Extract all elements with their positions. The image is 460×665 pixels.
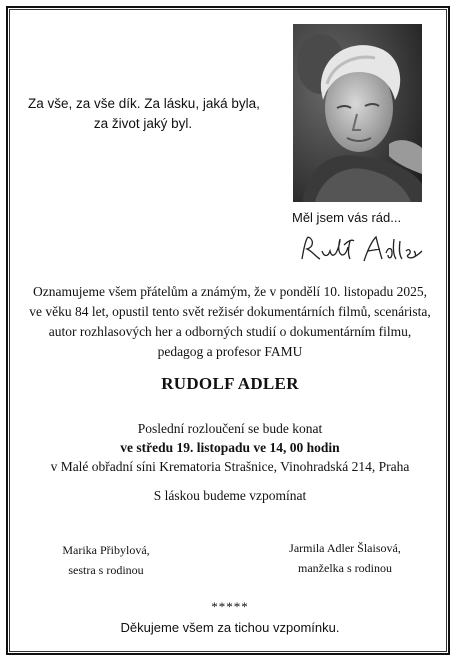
ceremony-location: v Malé obřadní síni Krematoria Strašnice, Vinohradská 214, Praha: [50, 459, 410, 474]
funeral-details: [20, 419, 440, 476]
mourner-name: Jarmila Adler Šlaisová,: [289, 541, 401, 555]
mourner-relation: sestra s rodinou: [68, 563, 144, 577]
death-announcement: [20, 282, 440, 362]
signoff-text: Měl jsem vás rád...: [292, 210, 402, 225]
handwritten-signature-icon: [298, 233, 428, 267]
portrait-photo: [293, 24, 422, 202]
deceased-name: RUDOLF ADLER: [161, 374, 299, 393]
memorial-quote: [28, 94, 258, 134]
ceremony-date-time: ve středu 19. listopadu ve 14, 00 hodin: [120, 440, 340, 455]
quote-line-1: Za vše, za vše dík. Za lásku, jaká byla,: [28, 96, 260, 111]
remembrance-text: S láskou budeme vzpomínat: [153, 488, 307, 503]
mourner-wife: [275, 538, 415, 578]
ceremony-line-1: Poslední rozloučení se bude konat: [137, 421, 323, 436]
mourner-name: Marika Přibylová,: [62, 543, 150, 557]
mourner-relation: manželka s rodinou: [298, 561, 392, 575]
announcement-line-4: pedagog a profesor FAMU: [157, 344, 303, 359]
announcement-line-1: Oznamujeme všem přátelům a známým, že v pondělí 10. listopadu 2025,: [32, 284, 428, 299]
announcement-line-2: ve věku 84 let, opustil tento svět režisér dokumentárních filmů, scenárista,: [29, 304, 431, 319]
portrait-photo-icon: [293, 24, 422, 202]
quote-line-2: za život jaký byl.: [93, 116, 193, 131]
mourner-sister: [36, 540, 176, 580]
thanks-text: Děkujeme všem za tichou vzpomínku.: [120, 620, 340, 635]
stars-divider: *****: [211, 599, 249, 614]
announcement-line-3: autor rozhlasových her a odborných studií o dokumentárním filmu,: [48, 324, 412, 339]
